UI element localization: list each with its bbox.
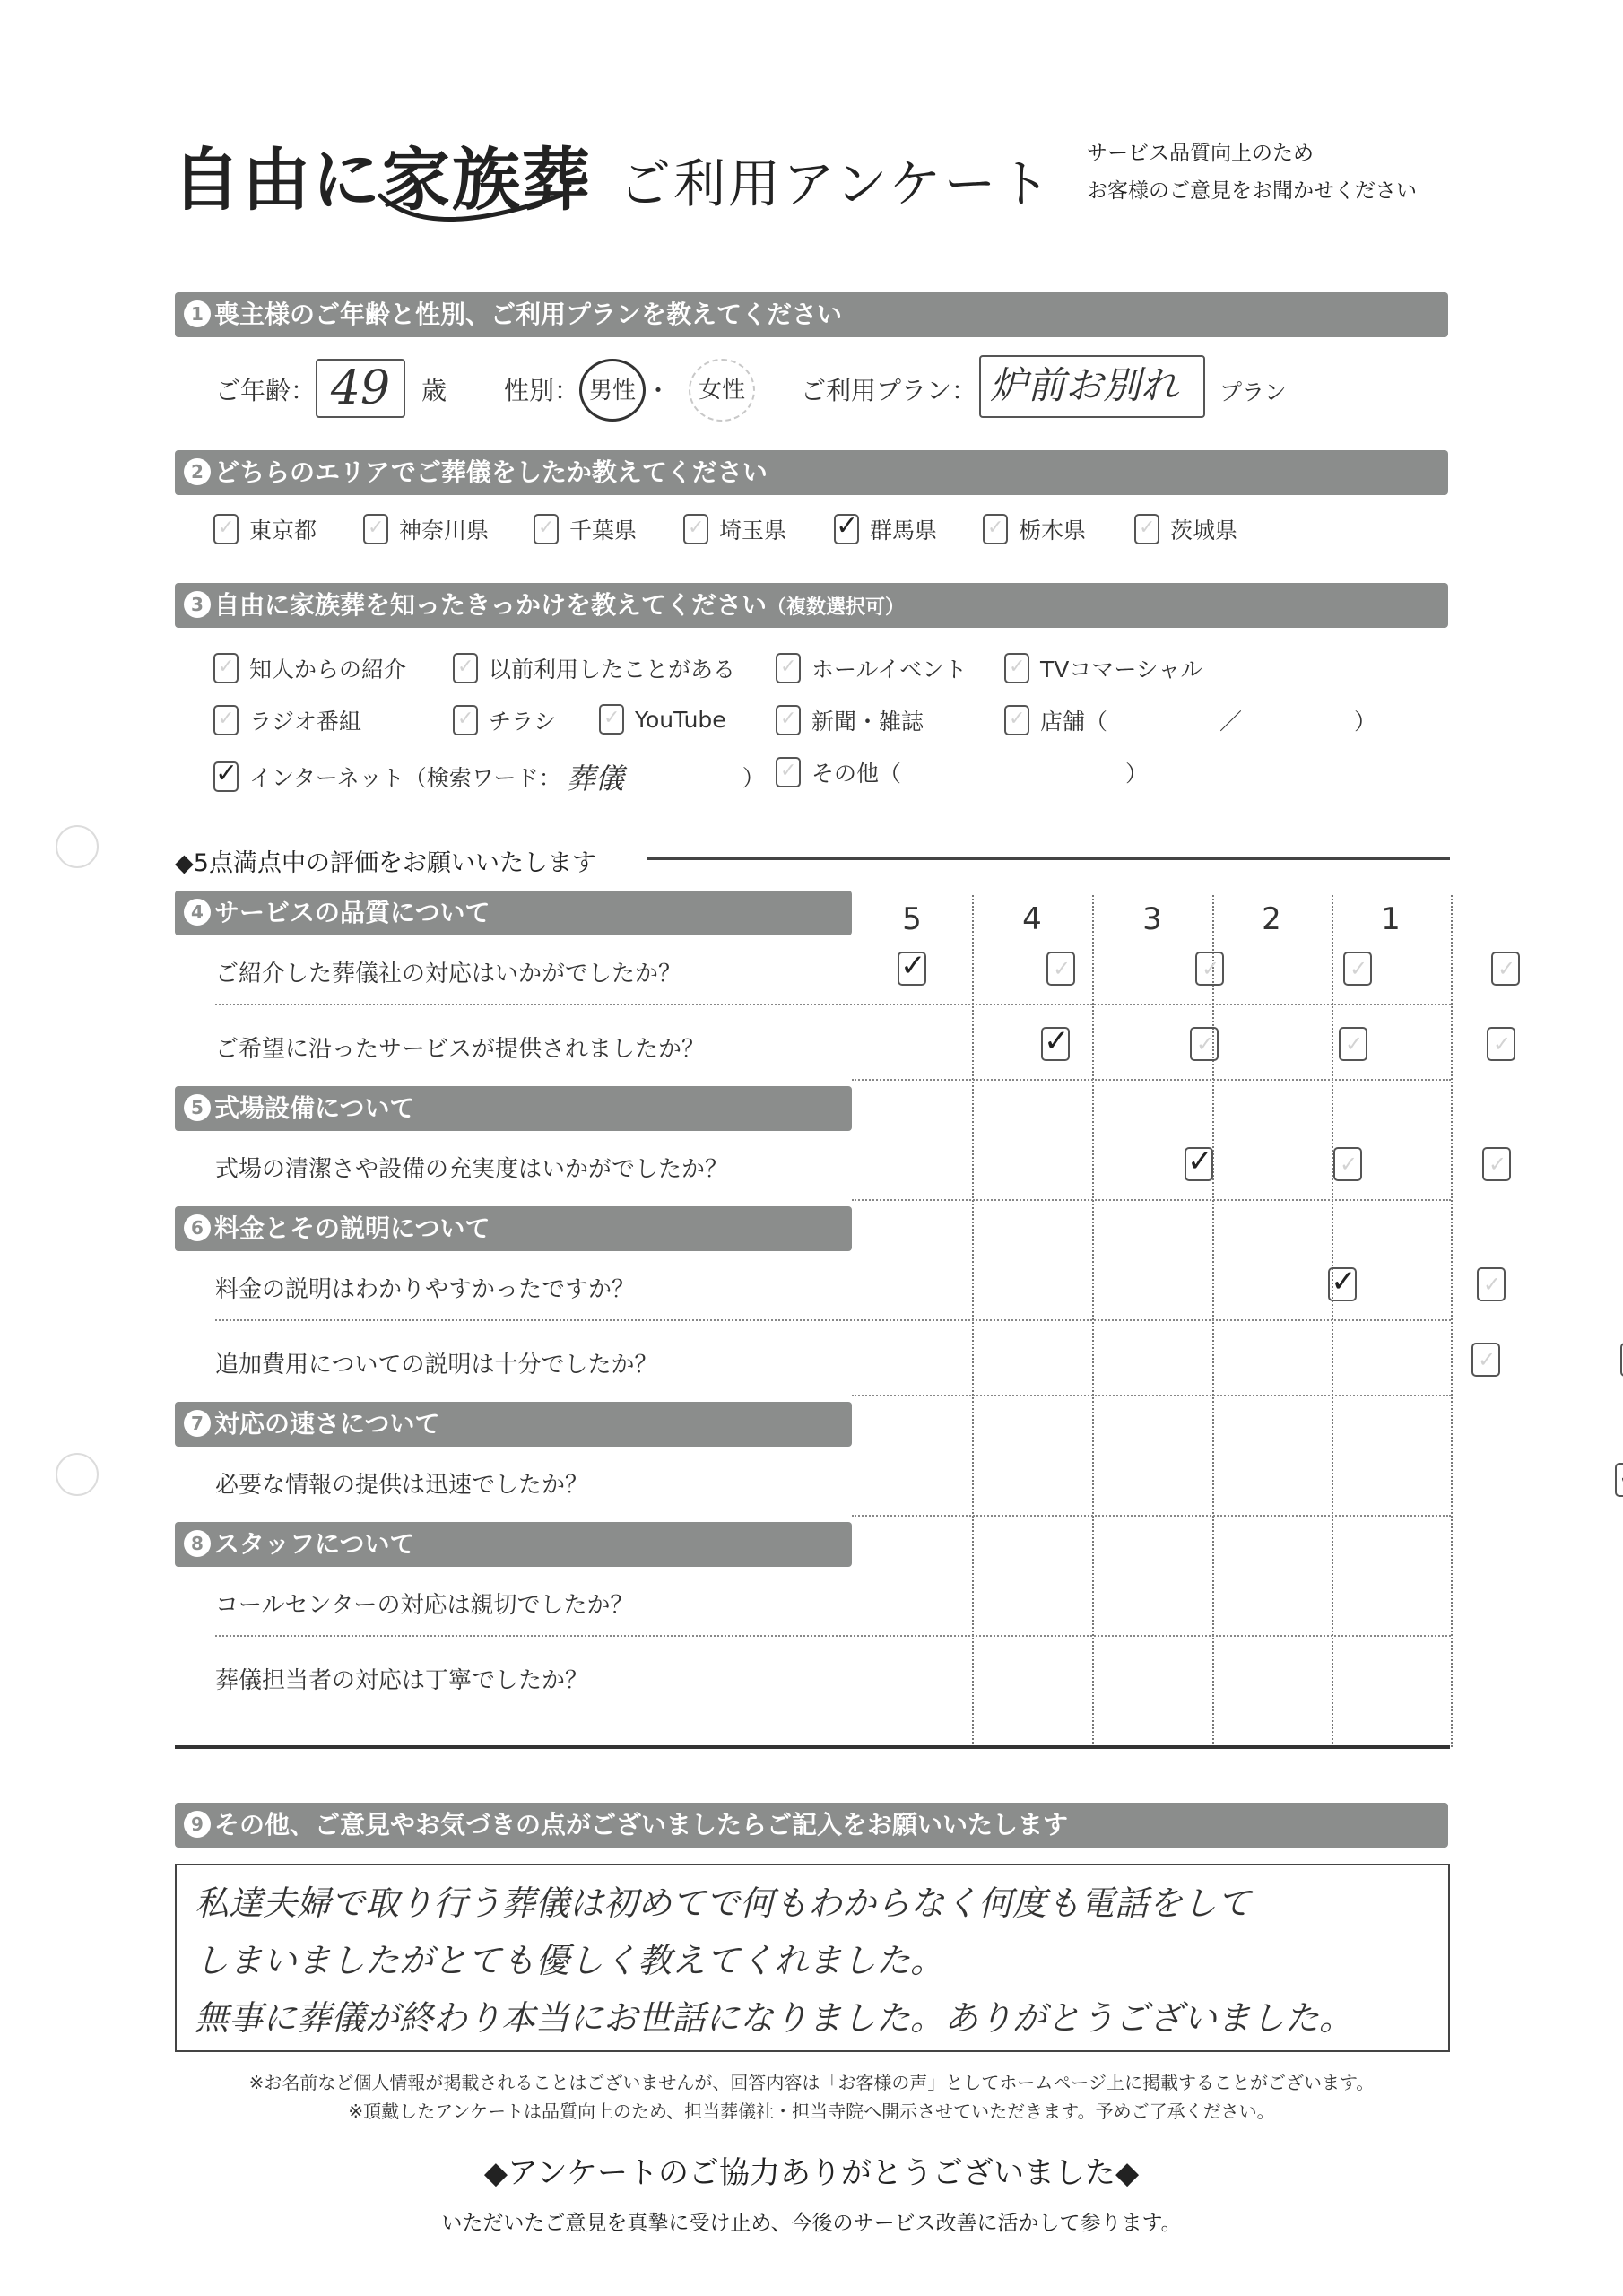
punch-hole <box>56 825 99 868</box>
rating-checkbox-3[interactable] <box>1195 952 1224 986</box>
rating-question: ご紹介した葬儀社の対応はいかがでしたか？ <box>215 961 682 987</box>
source-option[interactable] <box>1004 652 1202 684</box>
checkbox[interactable] <box>776 757 801 787</box>
rating-question: 式場の清潔さや設備の充実度はいかがでしたか？ <box>215 1156 729 1183</box>
area-option[interactable] <box>834 513 937 545</box>
divider <box>647 857 1450 860</box>
option-label: ラジオ番組 <box>249 709 362 735</box>
section-title: スタッフについて <box>214 1529 415 1559</box>
option-label: 神奈川県 <box>399 517 490 544</box>
gender-label: 性別： <box>504 376 580 405</box>
section-number: 1 <box>184 300 211 327</box>
rating-instructions: ◆5点満点中の評価をお願いいたします <box>175 849 596 877</box>
section-number: 3 <box>184 591 211 618</box>
checkbox[interactable] <box>983 514 1008 544</box>
rating-question: 必要な情報の提供は迅速でしたか？ <box>215 1472 589 1499</box>
rating-checkbox-5[interactable] <box>1471 1343 1500 1377</box>
source-option[interactable] <box>453 652 735 684</box>
row-divider <box>852 1079 1451 1081</box>
close-paren: ） <box>742 765 765 791</box>
section-3-header <box>175 583 1448 628</box>
checkbox[interactable] <box>599 704 624 735</box>
column-divider <box>1451 895 1453 1747</box>
column-divider <box>972 895 974 1747</box>
section-title-note: （複数選択可） <box>767 596 906 619</box>
checkbox[interactable] <box>1134 514 1159 544</box>
rating-checkbox-2[interactable] <box>1343 952 1372 986</box>
section-6-header <box>175 1206 852 1251</box>
section-number: 8 <box>184 1530 211 1557</box>
rating-checkbox-5[interactable] <box>1185 1147 1213 1181</box>
comment-line: 無事に葬儀が終わり本当にお世話になりました。ありがとうございました。 <box>195 1998 1354 2038</box>
gender-separator: ・ <box>646 376 672 405</box>
source-option[interactable] <box>1004 704 1376 736</box>
checkbox[interactable] <box>683 514 708 544</box>
column-divider <box>1332 895 1333 1747</box>
option-label: その他（ ） <box>812 761 1149 787</box>
row-divider <box>215 1635 1451 1637</box>
section-9-header <box>175 1803 1448 1848</box>
comment-line: しまいましたがとても優しく教えてくれました。 <box>195 1941 945 1980</box>
plan-suffix: プラン <box>1219 379 1288 405</box>
source-option[interactable] <box>213 756 765 797</box>
section-number: 4 <box>184 899 211 926</box>
section-number: 9 <box>184 1811 211 1838</box>
rating-question: 葬儀担当者の対応は丁寧でしたか？ <box>215 1667 589 1694</box>
gender-option-female[interactable]: 女性 <box>689 359 755 422</box>
rating-checkbox-5[interactable] <box>1041 1027 1070 1061</box>
section-title: サービスの品質について <box>214 898 490 927</box>
checkbox[interactable] <box>534 514 559 544</box>
rating-checkbox-4[interactable] <box>1190 1027 1219 1061</box>
rating-column-header: 4 <box>1022 901 1042 937</box>
checkbox[interactable] <box>1004 653 1029 683</box>
area-option[interactable] <box>534 513 637 545</box>
section-title: 式場設備について <box>214 1093 415 1123</box>
column-divider <box>1212 895 1214 1747</box>
section-4-header <box>175 891 852 935</box>
option-label: 店舗（ ／ ） <box>1040 709 1377 735</box>
punch-hole <box>56 1453 99 1496</box>
section-title: 対応の速さについて <box>214 1409 440 1439</box>
option-label: チラシ <box>489 709 557 735</box>
option-label: 知人からの紹介 <box>249 657 407 683</box>
checkbox[interactable] <box>363 514 388 544</box>
checkbox[interactable] <box>776 653 801 683</box>
option-label: インターネット（検索ワード： <box>249 765 561 791</box>
rating-column-header: 2 <box>1262 901 1281 937</box>
age-field[interactable]: 49 <box>316 359 405 418</box>
section-8-header <box>175 1522 852 1567</box>
section-number: 6 <box>184 1214 211 1241</box>
checkbox[interactable] <box>776 705 801 735</box>
area-option[interactable] <box>1134 513 1237 545</box>
tagline-line: お客様のご意見をお聞かせください <box>1087 179 1417 203</box>
rating-checkbox-5[interactable] <box>1615 1463 1623 1497</box>
checkbox[interactable] <box>213 653 239 683</box>
section-2-header <box>175 450 1448 495</box>
option-label: 栃木県 <box>1019 517 1087 544</box>
option-label: 以前利用したことがある <box>489 657 736 683</box>
rating-checkbox-5[interactable] <box>898 952 926 986</box>
section-title: 喪主様のご年齢と性別、ご利用プランを教えてください <box>214 300 843 329</box>
rating-checkbox-4[interactable] <box>1333 1147 1362 1181</box>
source-option[interactable] <box>776 652 967 684</box>
option-label: 新聞・雑誌 <box>812 709 924 735</box>
disclosure-note: ※頂戴したアンケートは品質向上のため、担当葬儀社・担当寺院へ開示させていただきます。予めご了承ください。 <box>348 2100 1275 2122</box>
rating-column-header: 5 <box>902 901 922 937</box>
checkbox[interactable] <box>213 705 239 735</box>
source-option[interactable] <box>599 704 726 735</box>
plan-field[interactable]: 炉前お別れ <box>979 355 1205 418</box>
option-label: 茨城県 <box>1170 517 1238 544</box>
area-option[interactable] <box>983 513 1086 545</box>
rating-question: 料金の説明はわかりやすかったですか？ <box>215 1276 636 1303</box>
logo-swoosh-icon <box>377 190 574 233</box>
form-title: ご利用アンケート <box>619 153 1054 214</box>
divider <box>175 1745 1450 1749</box>
area-option[interactable] <box>363 513 489 545</box>
section-1-header <box>175 292 1448 337</box>
thanks-heading: ◆アンケートのご協力ありがとうございました◆ <box>483 2155 1140 2191</box>
rating-checkbox-3[interactable] <box>1482 1147 1511 1181</box>
checkbox[interactable] <box>213 761 239 792</box>
option-label: 群馬県 <box>870 517 938 544</box>
section-5-header <box>175 1086 852 1131</box>
tagline-line: サービス品質向上のため <box>1087 142 1314 165</box>
checkbox[interactable] <box>213 514 239 544</box>
checkbox[interactable] <box>1004 705 1029 735</box>
age-label: ご年齢： <box>215 376 317 405</box>
row-divider <box>852 1395 1451 1396</box>
area-option[interactable] <box>683 513 786 545</box>
rating-checkbox-2[interactable] <box>1487 1027 1515 1061</box>
option-label: TVコマーシャル <box>1040 657 1203 683</box>
rating-checkbox-3[interactable] <box>1339 1027 1367 1061</box>
row-divider <box>852 1199 1451 1201</box>
option-label: YouTube <box>635 706 726 733</box>
rating-question: 追加費用についての説明は十分でしたか？ <box>215 1352 658 1378</box>
rating-checkbox-4[interactable] <box>1046 952 1075 986</box>
section-7-header <box>175 1402 852 1447</box>
gender-option-male[interactable]: 男性 <box>579 359 646 422</box>
checkbox[interactable] <box>834 514 859 544</box>
row-divider <box>215 1319 1451 1321</box>
plan-label: ご利用プラン： <box>801 376 977 405</box>
section-title: 料金とその説明について <box>214 1213 490 1243</box>
option-label: 千葉県 <box>569 517 638 544</box>
privacy-note: ※お名前など個人情報が掲載されることはございませんが、回答内容は「お客様の声」としてホームページ上に掲載することがございます。 <box>248 2072 1375 2093</box>
rating-question: ご希望に沿ったサービスが提供されましたか？ <box>215 1036 706 1063</box>
section-number: 5 <box>184 1094 211 1121</box>
rating-checkbox-1[interactable] <box>1491 952 1520 986</box>
source-option[interactable] <box>213 652 406 684</box>
column-divider <box>1092 895 1094 1747</box>
row-divider <box>852 1515 1451 1517</box>
source-option[interactable] <box>213 704 361 736</box>
rating-column-header: 3 <box>1142 901 1162 937</box>
section-title: その他、ご意見やお気づきの点がございましたらご記入をお願いいたします <box>214 1810 1069 1839</box>
search-keyword-value[interactable]: 葬儀 <box>566 761 624 796</box>
comment-field[interactable] <box>175 1864 1450 2052</box>
rating-checkbox-4[interactable] <box>1477 1267 1506 1301</box>
row-divider <box>215 1004 1451 1005</box>
comment-line: 私達夫婦で取り行う葬儀は初めてで何もわからなく何度も電話をして <box>195 1883 1252 1923</box>
rating-column-header: 1 <box>1381 901 1401 937</box>
area-option[interactable] <box>213 513 317 545</box>
source-option[interactable] <box>453 704 556 736</box>
brand-logo: 自由に家族葬 <box>172 140 592 220</box>
section-title: 自由に家族葬を知ったきっかけを教えてください <box>214 590 768 620</box>
rating-checkbox-5[interactable] <box>1328 1267 1357 1301</box>
section-title: どちらのエリアでご葬儀をしたか教えてください <box>214 457 768 487</box>
tagline <box>1087 135 1417 210</box>
source-option[interactable] <box>776 756 1148 788</box>
rating-question: コールセンターの対応は親切でしたか？ <box>215 1592 634 1619</box>
thanks-message: いただいたご意見を真摯に受け止め、今後のサービス改善に活かして参ります。 <box>441 2212 1182 2235</box>
checkbox[interactable] <box>453 653 478 683</box>
option-label: ホールイベント <box>812 657 968 683</box>
section-number: 2 <box>184 458 211 485</box>
option-label: 埼玉県 <box>719 517 787 544</box>
option-label: 東京都 <box>249 517 317 544</box>
section-number: 7 <box>184 1410 211 1437</box>
checkbox[interactable] <box>453 705 478 735</box>
age-unit: 歳 <box>421 376 447 405</box>
source-option[interactable] <box>776 704 924 736</box>
